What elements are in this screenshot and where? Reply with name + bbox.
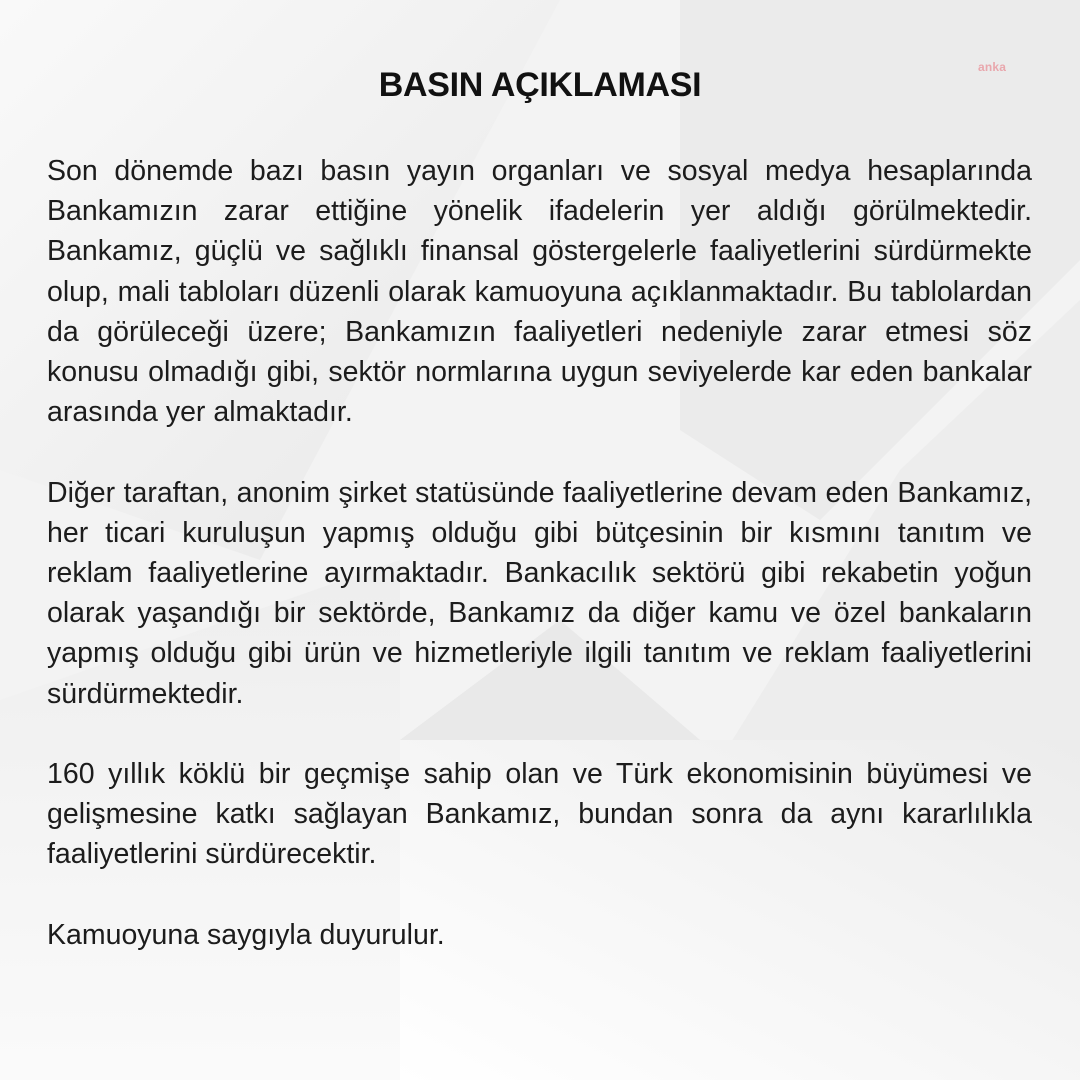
paragraph-2: Diğer taraftan, anonim şirket statüsünde faaliyetlerine devam eden Bankamız, her ticari kuruluşun yapmış olduğu gibi bütçesinin bir kısmını tanıtım ve reklam faaliyetlerine ayırmaktadır. Bankacılık sektörü gibi rekabetin yoğun olarak yaşandığı bir sektörde, Bankamız da diğer kamu ve özel bankaların yapmış olduğu gibi ürün ve hizmetleriyle ilgili tanıtım ve reklam faaliyetlerini sürdürmektedir. (47, 476, 1032, 710)
page-title: BASIN AÇIKLAMASI (378, 66, 702, 104)
closing-line: Kamuoyuna saygıyla duyurulur. (47, 918, 445, 951)
paragraph-1: Son dönemde bazı basın yayın organları ve sosyal medya hesaplarında Bankamızın zarar ettiğine yönelik ifadelerin yer aldığı görülmektedir. Bankamız, güçlü ve sağlıklı finansal göstergelerle faaliyetlerini sürdürmekte olup, mali tabloları düzenli olarak kamuoyuna açıklanmaktadır. Bu tablolardan da görüleceği üzere; Bankamızın faaliyetleri nedeniyle zarar etmesi söz konusu olmadığı gibi, sektör normlarına uygun seviyelerde kar eden bankalar arasında yer almaktadır. (47, 155, 1032, 429)
press-release-body (47, 151, 1032, 995)
paragraph-3: 160 yıllık köklü bir geçmişe sahip olan ve Türk ekonomisinin büyümesi ve gelişmesine katkı sağlayan Bankamız, bundan sonra da aynı kararlılıkla faaliyetlerini sürdürecektir. (47, 758, 1032, 871)
anka-watermark: anka (978, 60, 1007, 74)
